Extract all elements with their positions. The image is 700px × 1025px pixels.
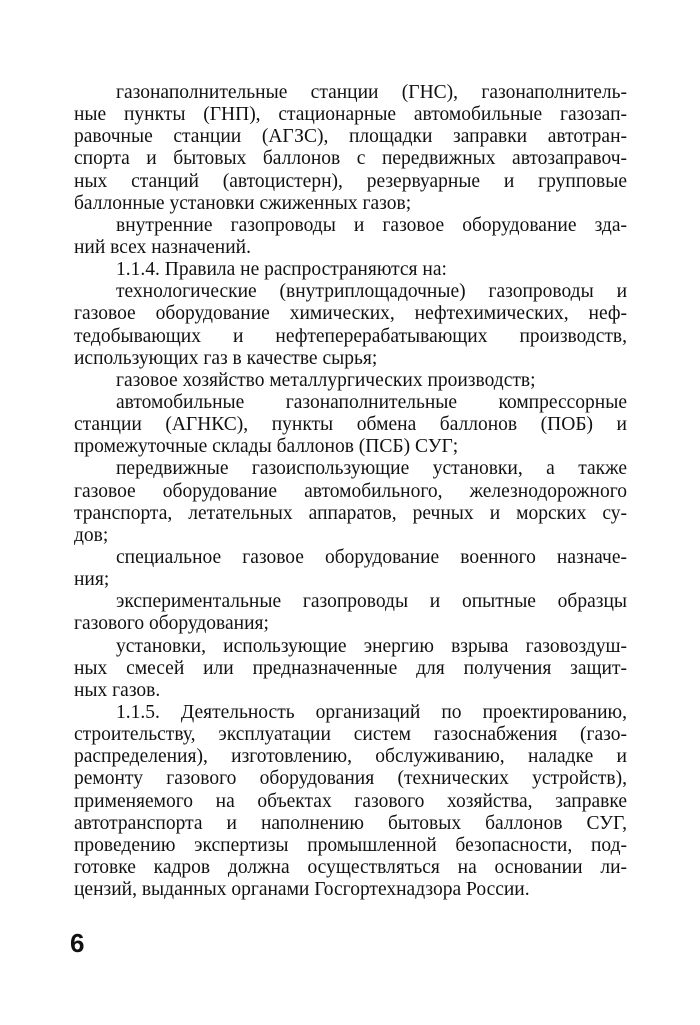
text-line: автотранспорта и наполнению бытовых баллонов СУГ, <box>74 812 627 834</box>
text-line: ных смесей или предназначенные для получения защит- <box>74 657 627 679</box>
text-line: ний всех назначений. <box>74 236 251 258</box>
text-line: станции (АГНКС), пункты обмена баллонов (ПОБ) и <box>74 414 627 436</box>
paragraph <box>74 392 627 458</box>
text-line: передвижные газоиспользующие установки, а также <box>116 458 627 480</box>
text-line: строительству, эксплуатации систем газоснабжения (газо- <box>74 724 627 746</box>
text-line: промежуточные склады баллонов (ПСБ) СУГ; <box>74 436 459 458</box>
text-line: баллонные установки сжиженных газов; <box>74 192 412 214</box>
text-line: 1.1.5. Деятельность организаций по проектированию, <box>116 701 627 723</box>
text-line: экспериментальные газопроводы и опытные образцы <box>116 591 627 613</box>
text-line: готовке кадров должна осуществляться на основании ли- <box>74 856 627 878</box>
text-line: специальное газовое оборудование военного назначе- <box>116 546 627 568</box>
page-number: 6 <box>70 928 85 958</box>
text-line: равочные станции (АГЗС), площадки заправки автотран- <box>74 126 627 148</box>
text-line: транспорта, летательных аппаратов, речных и морских су- <box>74 502 627 524</box>
body-text <box>74 82 627 901</box>
text-line: ных газов. <box>74 679 161 701</box>
text-line: технологические (внутриплощадочные) газопроводы и <box>116 281 627 303</box>
text-line: газовое хозяйство металлургических производств; <box>116 369 536 391</box>
text-line: ния; <box>74 569 110 591</box>
text-line: спорта и бытовых баллонов с передвижных автозаправоч- <box>74 148 627 170</box>
paragraph <box>74 591 627 635</box>
text-line: проведению экспертизы промышленной безопасности, под- <box>74 834 627 856</box>
text-line: внутренние газопроводы и газовое оборудование зда- <box>116 214 627 236</box>
text-line: газового оборудования; <box>74 613 269 635</box>
text-line: газонаполнительные станции (ГНС), газонаполнитель- <box>116 82 627 103</box>
text-line: автомобильные газонаполнительные компрессорные <box>116 391 627 413</box>
text-line: газовое оборудование химических, нефтехимических, неф- <box>74 303 627 325</box>
text-line: применяемого на объектах газового хозяйства, заправке <box>74 790 627 812</box>
text-line: газовое оборудование автомобильного, железнодорожного <box>74 480 627 502</box>
text-line: тедобывающих и нефтеперерабатывающих производств, <box>74 325 627 347</box>
paragraph <box>74 82 627 215</box>
text-line: дов; <box>74 524 109 546</box>
paragraph <box>74 547 627 591</box>
paragraph <box>74 702 627 901</box>
text-line: установки, использующие энергию взрыва газовоздуш- <box>116 635 627 657</box>
text-line: использующих газ в качестве сырья; <box>74 347 378 369</box>
text-line: ные пункты (ГНП), стационарные автомобильные газозап- <box>74 104 627 126</box>
paragraph <box>74 458 627 547</box>
paragraph <box>74 259 627 281</box>
paragraph <box>74 370 627 392</box>
text-line: ремонту газового оборудования (технических устройств), <box>74 768 627 790</box>
paragraph <box>74 636 627 702</box>
text-line: цензий, выданных органами Госгортехнадзора России. <box>74 879 530 901</box>
text-line: ных станций (автоцистерн), резервуарные и групповые <box>74 170 627 192</box>
text-line: распределения), изготовлению, обслуживанию, наладке и <box>74 746 627 768</box>
paragraph <box>74 215 627 259</box>
text-line: 1.1.4. Правила не распространяются на: <box>116 259 447 281</box>
paragraph <box>74 281 627 370</box>
